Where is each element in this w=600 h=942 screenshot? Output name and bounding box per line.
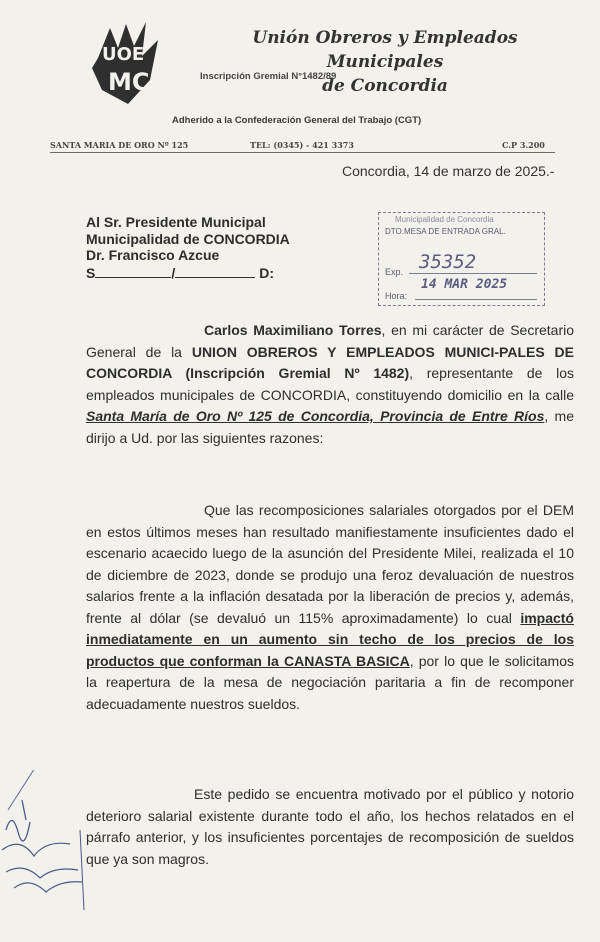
handwritten-margin-notes: [0, 770, 90, 920]
slash-label: /: [171, 265, 176, 281]
addressee-line2: Municipalidad de CONCORDIA: [86, 230, 290, 247]
org-name-line2: de Concordia: [322, 76, 448, 96]
union-name: UNION OBREROS Y EMPLEADOS MUNICI-PALES DE CONCORDIA (Inscripción Gremial Nº 1482): [86, 343, 574, 381]
stamp-department: DTO.MESA DE ENTRADA GRAL.: [385, 227, 506, 236]
emphasized-statement: impactó inmediatamente en un aumento sin techo de los precios de los productos que conforman la CANASTA BASICA: [86, 609, 574, 669]
contact-line: [50, 138, 555, 153]
paragraph-2: Que las recomposiciones salariales otorgados por el DEM en estos últimos meses han resultado manifiestamente insuficientes dado el escenario acaecido luego de la asunción del Presidente Milei, realizada el 10 de diciembre de 2023, donde se produjo una feroz devaluación de nuestros salarios frente a la inflación desatada por la liberación de precios y, además, frente al dólar (se devaluó un 115% aproximadamente) lo cual impactó inmediatamente en un aumento sin techo de los precios de los productos que conforman la CANASTA BASICA, por lo que le solicitamos la reapertura de la mesa de negociación paritaria a fin de recomponer adecuadamente nuestros sueldos.: [86, 502, 574, 712]
stamp-exp-number: 35352: [419, 251, 477, 273]
org-name-line1: Unión Obreros y Empleados Municipales: [252, 28, 518, 72]
paragraph-3-text: Este pedido se encuentra motivado por el público y notorio deterioro salarial existente durante todo el año, los hechos relatados en el párrafo anterior, y los insuficientes porcentajes de recomposición de sueldos que ya son magros.: [86, 786, 574, 867]
postal-code: C.P 3.200: [502, 140, 545, 150]
addressee-line3: Dr. Francisco Azcue: [86, 247, 220, 263]
salutation-line: [86, 263, 274, 281]
paragraph-3: [86, 784, 574, 870]
cgt-affiliation: Adherido a la Confederación General del Trabajo (CGT): [172, 115, 422, 126]
addressee-line1: Al Sr. Presidente Municipal: [86, 214, 266, 230]
telephone: TEL: (0345) - 421 3373: [250, 140, 354, 150]
addressee-block: [86, 214, 290, 264]
stamp-date: 14 MAR 2025: [421, 277, 508, 292]
letter-date: Concordia, 14 de marzo de 2025.-: [342, 163, 555, 179]
paragraph-1: Carlos Maximiliano Torres, en mi carácter de Secretario General de la UNION OBREROS Y EMPLEADOS MUNICI-PALES DE CONCORDIA (Inscripción Gremial Nº 1482), representante de los empleados municipales de CONCORDIA, constituyendo domicilio en la calle Santa María de Oro Nº 125 de Concordia, Provincia de Entre Ríos, me dirijo a Ud. por las siguientes razones:: [86, 322, 574, 446]
stamp-exp-label: Exp.: [385, 267, 404, 277]
organization-name: [200, 26, 570, 98]
logo-text-top: UOE: [102, 44, 145, 65]
stamp-header: Municipalidad de Concordia: [395, 215, 494, 224]
signatory-name: Carlos Maximiliano Torres: [204, 322, 382, 338]
stamp-hora-label: Hora:: [385, 291, 408, 301]
logo-text-bottom: MC: [108, 68, 150, 96]
reception-stamp: [378, 212, 545, 306]
union-logo: [88, 20, 166, 106]
union-address: Santa María de Oro Nº 125 de Concordia, Provincia de Entre Ríos: [86, 408, 545, 424]
s-label: S: [86, 265, 96, 281]
address: SANTA MARIA DE ORO Nº 125: [50, 140, 189, 150]
d-label: D:: [259, 265, 275, 281]
inscripcion-gremial: Inscripción Gremial N°1482/89: [200, 71, 337, 82]
